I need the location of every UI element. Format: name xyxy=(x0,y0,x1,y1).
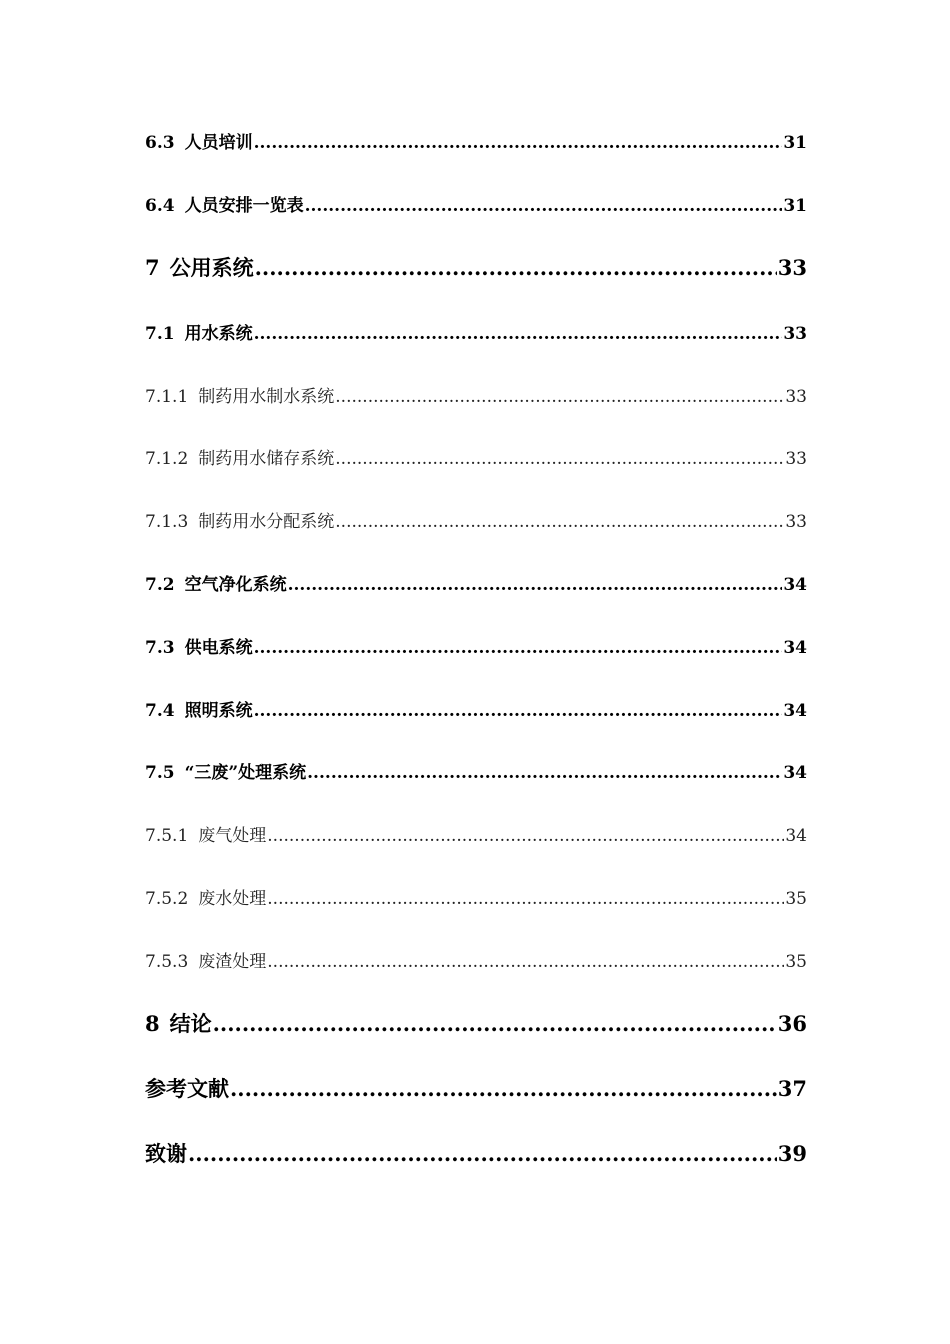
toc-entry-title: 空气净化系统 xyxy=(184,575,287,595)
toc-entry-title: “三废”处理系统 xyxy=(184,763,307,783)
toc-entry-title: 照明系统 xyxy=(184,701,253,721)
toc-entry-title: 人员培训 xyxy=(184,133,253,153)
toc-leader-dots xyxy=(307,763,782,783)
toc-entry-page: 34 xyxy=(785,826,807,846)
toc-entry-page: 34 xyxy=(783,763,807,783)
toc-leader-dots xyxy=(254,324,783,344)
toc-entry-title: 公用系统 xyxy=(169,255,254,280)
toc-entry-title: 制药用水分配系统 xyxy=(198,512,335,532)
toc-entry-title: 制药用水储存系统 xyxy=(198,449,335,469)
toc-entry-number: 6.4 xyxy=(145,196,175,216)
toc-leader-dots xyxy=(254,133,783,153)
toc-entry-page: 35 xyxy=(785,952,807,972)
toc-entry-title: 用水系统 xyxy=(184,324,253,344)
toc-entry-page: 33 xyxy=(783,324,807,344)
toc-entry-title: 废水处理 xyxy=(198,889,267,909)
toc-entry-7-5[interactable] xyxy=(145,758,807,783)
toc-entry-title: 废气处理 xyxy=(198,826,267,846)
toc-entry-7-1[interactable] xyxy=(145,319,807,344)
toc-entry-number: 7.5.1 xyxy=(145,826,189,846)
toc-entry-7-1-3[interactable] xyxy=(145,507,807,532)
toc-entry-number: 8 xyxy=(145,1011,160,1036)
toc-entry-6-4[interactable] xyxy=(145,191,807,216)
toc-entry-7-5-3[interactable] xyxy=(145,947,807,972)
toc-leader-dots xyxy=(335,512,784,532)
toc-entry-page: 37 xyxy=(777,1076,807,1101)
toc-entry-number: 6.3 xyxy=(145,133,175,153)
toc-leader-dots xyxy=(335,387,784,407)
toc-entry-page: 36 xyxy=(777,1011,807,1036)
toc-entry-page: 34 xyxy=(783,638,807,658)
toc-entry-7[interactable] xyxy=(145,252,807,282)
toc-entry-7-4[interactable] xyxy=(145,696,807,721)
toc-entry-number: 7.5.2 xyxy=(145,889,189,909)
toc-leader-dots xyxy=(335,449,784,469)
toc-leader-dots xyxy=(254,638,783,658)
toc-entry-title: 废渣处理 xyxy=(198,952,267,972)
toc-leader-dots xyxy=(267,952,784,972)
toc-entry-8[interactable] xyxy=(145,1008,807,1038)
toc-entry-title: 制药用水制水系统 xyxy=(198,387,335,407)
toc-entry-6-3[interactable] xyxy=(145,128,807,153)
toc-leader-dots xyxy=(213,1011,777,1036)
toc-entry-number: 7.3 xyxy=(145,638,175,658)
toc-entry-number: 7 xyxy=(145,255,160,280)
toc-entry-7-3[interactable] xyxy=(145,633,807,658)
toc-entry-page: 31 xyxy=(783,196,807,216)
toc-entry-page: 33 xyxy=(785,387,807,407)
toc-leader-dots xyxy=(255,255,777,280)
toc-leader-dots xyxy=(188,1141,777,1166)
toc-entry-acknowledgements[interactable] xyxy=(145,1138,807,1168)
toc-entry-7-2[interactable] xyxy=(145,570,807,595)
toc-entry-7-1-2[interactable] xyxy=(145,444,807,469)
toc-leader-dots xyxy=(305,196,783,216)
toc-entry-page: 39 xyxy=(777,1141,807,1166)
toc-entry-number: 7.5.3 xyxy=(145,952,189,972)
toc-leader-dots xyxy=(267,889,784,909)
toc-entry-number: 7.5 xyxy=(145,763,175,783)
toc-entry-page: 34 xyxy=(783,701,807,721)
toc-entry-page: 33 xyxy=(785,512,807,532)
toc-entry-page: 35 xyxy=(785,889,807,909)
toc-entry-page: 33 xyxy=(785,449,807,469)
toc-entry-7-5-2[interactable] xyxy=(145,884,807,909)
toc-leader-dots xyxy=(230,1076,777,1101)
toc-entry-title: 参考文献 xyxy=(145,1076,229,1101)
toc-entry-number: 7.2 xyxy=(145,575,175,595)
toc-entry-page: 31 xyxy=(783,133,807,153)
toc-entry-7-1-1[interactable] xyxy=(145,382,807,407)
toc-entry-title: 结论 xyxy=(169,1011,212,1036)
toc-leader-dots xyxy=(288,575,783,595)
toc-entry-number: 7.4 xyxy=(145,701,175,721)
toc-entry-number: 7.1.3 xyxy=(145,512,189,532)
toc-entry-number: 7.1.2 xyxy=(145,449,189,469)
toc-leader-dots xyxy=(254,701,783,721)
toc-entry-page: 34 xyxy=(783,575,807,595)
toc-entry-title: 供电系统 xyxy=(184,638,253,658)
toc-leader-dots xyxy=(267,826,784,846)
toc-entry-7-5-1[interactable] xyxy=(145,821,807,846)
toc-entry-references[interactable] xyxy=(145,1073,807,1103)
toc-entry-number: 7.1 xyxy=(145,324,175,344)
toc-entry-number: 7.1.1 xyxy=(145,387,189,407)
toc-entry-title: 人员安排一览表 xyxy=(184,196,304,216)
toc-entry-page: 33 xyxy=(777,255,807,280)
toc-entry-title: 致谢 xyxy=(145,1141,187,1166)
